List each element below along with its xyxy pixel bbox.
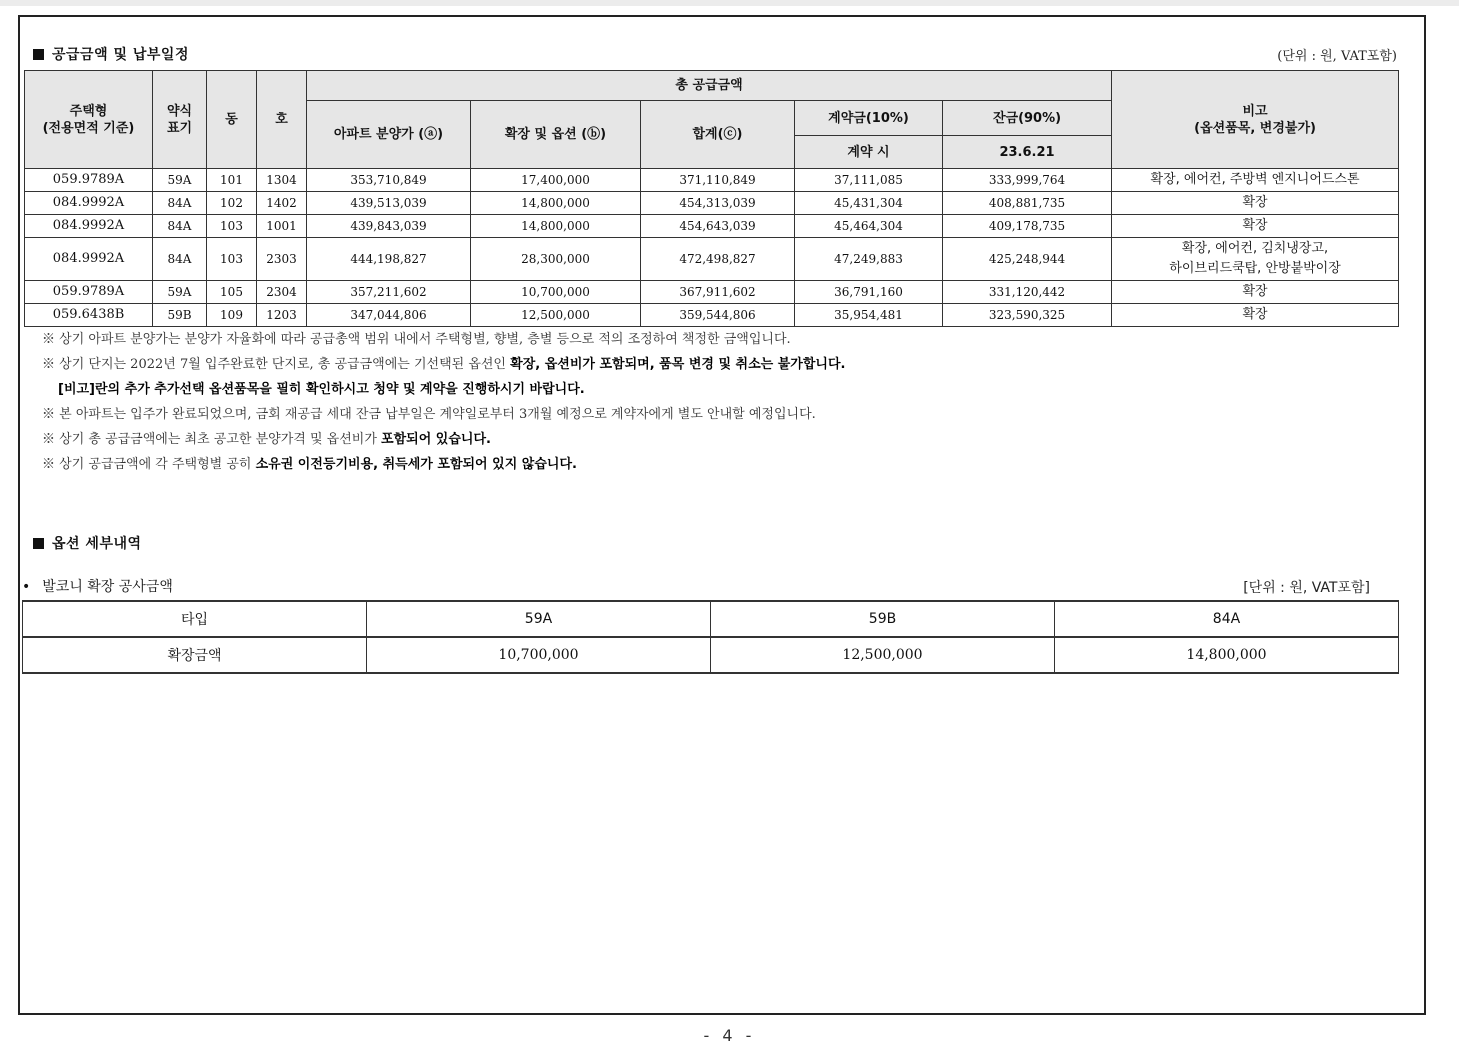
cell-apt: 357,211,602: [307, 281, 471, 304]
cell-remark: 확장: [1112, 281, 1399, 304]
header-apt-price: 아파트 분양가 (ⓐ): [307, 101, 471, 169]
cell-sum: 454,313,039: [641, 192, 795, 215]
header-type: 주택형 (전용면적 기준): [25, 71, 153, 169]
cell-remark: 확장, 에어컨, 주방벽 엔지니어드스톤: [1112, 169, 1399, 192]
table-row: [23, 601, 1399, 637]
note-line: [비고]란의 추가 추가선택 옵션품목을 필히 확인하시고 청약 및 계약을 진행하시기 바랍니다.: [58, 382, 585, 397]
cell-dong: 101: [207, 169, 257, 192]
cell-ho: 1402: [257, 192, 307, 215]
cell-type: 84A: [1055, 601, 1399, 637]
cell-ho: 2303: [257, 238, 307, 281]
cell-apt: 353,710,849: [307, 169, 471, 192]
header-ho: 호: [257, 71, 307, 169]
cell-type: 084.9992A: [25, 238, 153, 281]
cell-dong: 105: [207, 281, 257, 304]
cell-deposit: 35,954,481: [795, 304, 943, 327]
table-row: [25, 304, 1399, 327]
header-deposit: 계약금(10%): [795, 101, 943, 136]
cell-apt: 439,843,039: [307, 215, 471, 238]
top-edge: [0, 0, 1459, 6]
header-balance-when: 23.6.21: [943, 136, 1112, 169]
cell-type: 084.9992A: [25, 192, 153, 215]
cell-type: 59B: [711, 601, 1055, 637]
cell-type: 084.9992A: [25, 215, 153, 238]
header-deposit-when: 계약 시: [795, 136, 943, 169]
header-total: 총 공급금액: [307, 71, 1112, 101]
cell-amount: 14,800,000: [1055, 637, 1399, 673]
header-remark: 비고 (옵션품목, 변경불가): [1112, 71, 1399, 169]
note-line: ※ 본 아파트는 입주가 완료되었으며, 금회 재공급 세대 잔금 납부일은 계약일로부터 3개월 예정으로 계약자에게 별도 안내할 예정입니다.: [42, 407, 816, 422]
cell-ext: 17,400,000: [471, 169, 641, 192]
cell-ho: 1304: [257, 169, 307, 192]
cell-abbr: 59A: [153, 281, 207, 304]
cell-ho: 1001: [257, 215, 307, 238]
cell-dong: 103: [207, 238, 257, 281]
cell-deposit: 45,431,304: [795, 192, 943, 215]
note-line: ※ 상기 공급금액에 각 주택형별 공히 소유권 이전등기비용, 취득세가 포함되어 있지 않습니다.: [42, 457, 577, 472]
table-row: [25, 281, 1399, 304]
cell-abbr: 84A: [153, 192, 207, 215]
cell-apt: 444,198,827: [307, 238, 471, 281]
cell-balance: 425,248,944: [943, 238, 1112, 281]
table-row: [25, 238, 1399, 281]
cell-ext: 10,700,000: [471, 281, 641, 304]
balcony-subtitle-text: 발코니 확장 공사금액: [42, 579, 173, 595]
balcony-subtitle: [22, 576, 173, 596]
cell-ext: 12,500,000: [471, 304, 641, 327]
notes-block: [42, 330, 1402, 480]
cell-dong: 103: [207, 215, 257, 238]
supply-unit-note: (단위 : 원, VAT포함): [1277, 49, 1397, 64]
cell-deposit: 47,249,883: [795, 238, 943, 281]
cell-amount: 12,500,000: [711, 637, 1055, 673]
balcony-extension-table: [22, 600, 1399, 674]
cell-remark: 확장, 에어컨, 김치냉장고, 하이브리드쿡탑, 안방붙박이장: [1112, 238, 1399, 281]
cell-abbr: 84A: [153, 215, 207, 238]
option-unit-note: [단위 : 원, VAT포함]: [1243, 580, 1370, 596]
cell-ho: 2304: [257, 281, 307, 304]
table-row: [25, 215, 1399, 238]
header-balance: 잔금(90%): [943, 101, 1112, 136]
cell-abbr: 59A: [153, 169, 207, 192]
cell-deposit: 37,111,085: [795, 169, 943, 192]
cell-sum: 472,498,827: [641, 238, 795, 281]
cell-balance: 323,590,325: [943, 304, 1112, 327]
cell-ho: 1203: [257, 304, 307, 327]
cell-amount-label: 확장금액: [23, 637, 367, 673]
cell-type-label: 타입: [23, 601, 367, 637]
cell-type: 059.9789A: [25, 169, 153, 192]
cell-amount: 10,700,000: [367, 637, 711, 673]
cell-ext: 14,800,000: [471, 215, 641, 238]
cell-apt: 347,044,806: [307, 304, 471, 327]
cell-sum: 454,643,039: [641, 215, 795, 238]
section-supply-title: [33, 44, 189, 64]
cell-abbr: 59B: [153, 304, 207, 327]
cell-deposit: 36,791,160: [795, 281, 943, 304]
cell-balance: 409,178,735: [943, 215, 1112, 238]
cell-type: 059.6438B: [25, 304, 153, 327]
header-dong: 동: [207, 71, 257, 169]
cell-remark: 확장: [1112, 304, 1399, 327]
cell-remark: 확장: [1112, 192, 1399, 215]
cell-sum: 359,544,806: [641, 304, 795, 327]
section-option-title-text: 옵션 세부내역: [52, 536, 142, 552]
header-ext-option: 확장 및 옵션 (ⓑ): [471, 101, 641, 169]
cell-apt: 439,513,039: [307, 192, 471, 215]
table-row: [25, 192, 1399, 215]
cell-ext: 28,300,000: [471, 238, 641, 281]
cell-dong: 109: [207, 304, 257, 327]
supply-price-table: [24, 70, 1399, 327]
table-row: [25, 169, 1399, 192]
table-row: [23, 637, 1399, 673]
cell-balance: 331,120,442: [943, 281, 1112, 304]
square-bullet-icon: [33, 49, 44, 60]
bullet-icon: •: [22, 579, 31, 595]
cell-sum: 367,911,602: [641, 281, 795, 304]
cell-type: 59A: [367, 601, 711, 637]
cell-balance: 408,881,735: [943, 192, 1112, 215]
header-abbr: 약식 표기: [153, 71, 207, 169]
note-line: ※ 상기 아파트 분양가는 분양가 자율화에 따라 공급총액 범위 내에서 주택형별, 향별, 층별 등으로 적의 조정하여 책정한 금액입니다.: [42, 332, 791, 347]
cell-dong: 102: [207, 192, 257, 215]
note-line: ※ 상기 총 공급금액에는 최초 공고한 분양가격 및 옵션비가 포함되어 있습니다.: [42, 432, 491, 447]
cell-ext: 14,800,000: [471, 192, 641, 215]
section-option-title: [33, 533, 142, 553]
cell-abbr: 84A: [153, 238, 207, 281]
cell-sum: 371,110,849: [641, 169, 795, 192]
page-number: - 4 -: [703, 1026, 756, 1045]
note-line: ※ 상기 단지는 2022년 7월 입주완료한 단지로, 총 공급금액에는 기선택된 옵션인 확장, 옵션비가 포함되며, 품목 변경 및 취소는 불가합니다.: [42, 357, 846, 372]
cell-type: 059.9789A: [25, 281, 153, 304]
square-bullet-icon: [33, 538, 44, 549]
header-sum: 합계(ⓒ): [641, 101, 795, 169]
cell-remark: 확장: [1112, 215, 1399, 238]
cell-deposit: 45,464,304: [795, 215, 943, 238]
section-supply-title-text: 공급금액 및 납부일정: [52, 47, 189, 63]
cell-balance: 333,999,764: [943, 169, 1112, 192]
